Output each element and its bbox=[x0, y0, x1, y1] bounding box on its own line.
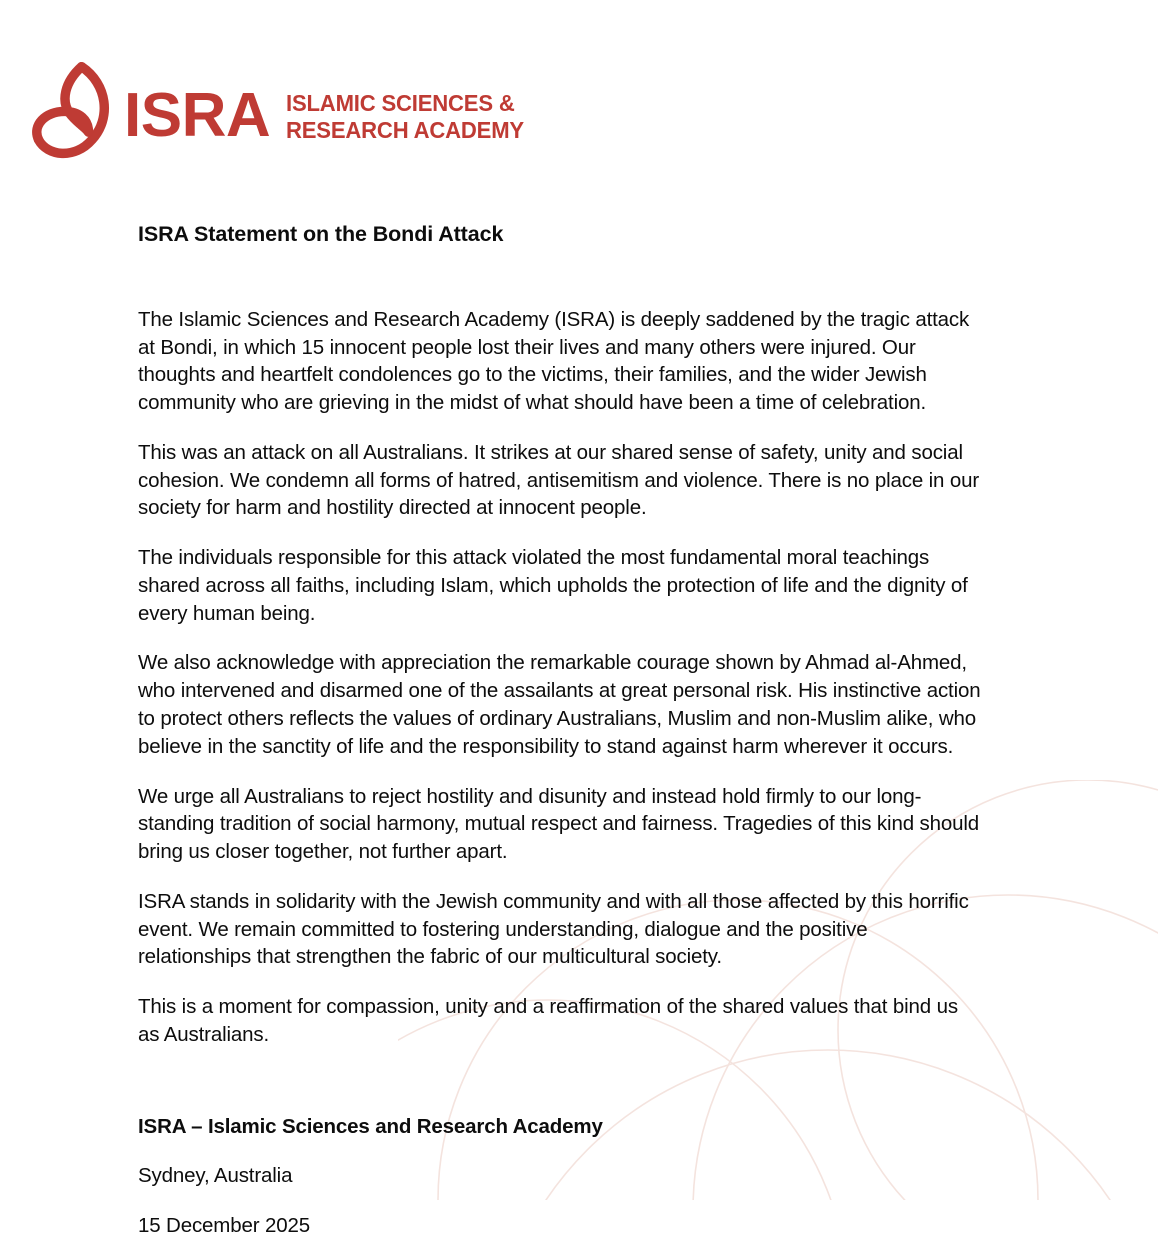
statement-paragraph: We urge all Australians to reject hostility and disunity and instead hold firmly to our long-standing tradition of social harmony, mutual respect and fairness. Tragedies of this kind should bring us closer together, not further apart. bbox=[138, 784, 979, 864]
statement-paragraph: ISRA stands in solidarity with the Jewish community and with all those affected by this horrific event. We remain committed to fostering understanding, dialogue and the positive relationships that strengthen the fabric of our multicultural society. bbox=[138, 889, 969, 969]
isra-tagline-line-1: ISLAMIC SCIENCES & bbox=[286, 89, 515, 116]
isra-leaf-mark-icon bbox=[30, 58, 116, 170]
isra-tagline-line-2: RESEARCH ACADEMY bbox=[286, 117, 525, 143]
signature-organisation: ISRA – Islamic Sciences and Research Academy bbox=[138, 1114, 603, 1138]
statement-paragraph: The individuals responsible for this attack violated the most fundamental moral teachings shared across all faiths, including Islam, which upholds the protection of life and the dignity of every human being. bbox=[138, 546, 968, 625]
signature-date: 15 December 2025 bbox=[138, 1214, 310, 1238]
statement-paragraph: This is a moment for compassion, unity and a reaffirmation of the shared values that bind us as Australians. bbox=[138, 995, 958, 1046]
isra-tagline bbox=[286, 90, 524, 144]
page-title: ISRA Statement on the Bondi Attack bbox=[138, 222, 504, 246]
signature-location: Sydney, Australia bbox=[138, 1164, 293, 1188]
statement-paragraph: The Islamic Sciences and Research Academy (ISRA) is deeply saddened by the tragic attack at Bondi, in which 15 innocent people lost their lives and many others were injured. Our thoughts and heartfelt condolences go to the victims, their families, and the wider Jewish community who are grieving in the midst of what should have been a time of celebration. bbox=[138, 307, 970, 415]
statement-paragraph: This was an attack on all Australians. It strikes at our shared sense of safety, unity and social cohesion. We condemn all forms of hatred, antisemitism and violence. There is no place in our society for harm and hostility directed at innocent people. bbox=[138, 440, 980, 520]
statement-paragraph: We also acknowledge with appreciation the remarkable courage shown by Ahmad al-Ahmed, who intervened and disarmed one of the assailants at great personal risk. His instinctive action to protect others reflects the values of ordinary Australians, Muslim and non-Muslim alike, who believe in the sanctity of life and the responsibility to stand against harm wherever it occurs. bbox=[138, 651, 981, 758]
signature-block bbox=[138, 1113, 983, 1240]
isra-wordmark: ISRA bbox=[124, 81, 271, 150]
statement-body bbox=[138, 222, 983, 1240]
isra-logo bbox=[30, 58, 539, 170]
